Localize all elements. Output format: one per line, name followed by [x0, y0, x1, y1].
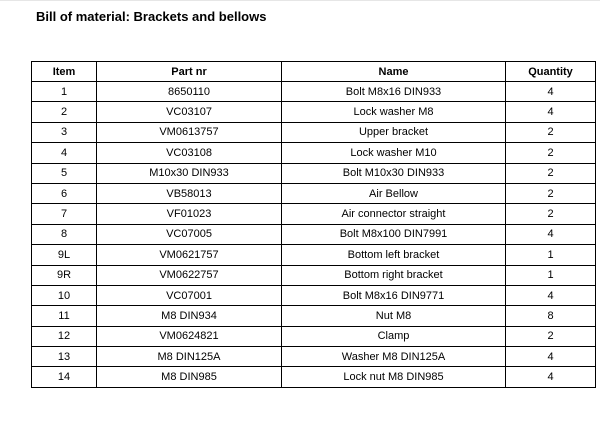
cell-item: 2 [32, 102, 97, 122]
table-row [32, 245, 596, 265]
header-part-nr: Part nr [97, 62, 282, 82]
cell-name: Bolt M10x30 DIN933 [282, 163, 506, 183]
cell-name: Nut M8 [282, 306, 506, 326]
cell-quantity: 8 [506, 306, 596, 326]
cell-item: 11 [32, 306, 97, 326]
cell-item: 14 [32, 367, 97, 387]
cell-quantity: 2 [506, 183, 596, 203]
cell-item: 12 [32, 326, 97, 346]
cell-name: Lock nut M8 DIN985 [282, 367, 506, 387]
cell-quantity: 4 [506, 82, 596, 102]
cell-name: Bottom right bracket [282, 265, 506, 285]
cell-name: Bolt M8x16 DIN9771 [282, 285, 506, 305]
table-row [32, 163, 596, 183]
cell-part-nr: VM0624821 [97, 326, 282, 346]
cell-quantity: 2 [506, 143, 596, 163]
cell-name: Bolt M8x100 DIN7991 [282, 224, 506, 244]
cell-quantity: 2 [506, 326, 596, 346]
cell-part-nr: VM0622757 [97, 265, 282, 285]
cell-name: Lock washer M8 [282, 102, 506, 122]
table-row [32, 102, 596, 122]
cell-part-nr: VC07001 [97, 285, 282, 305]
cell-quantity: 4 [506, 347, 596, 367]
cell-part-nr: M8 DIN934 [97, 306, 282, 326]
cell-part-nr: VC03108 [97, 143, 282, 163]
cell-quantity: 4 [506, 224, 596, 244]
cell-part-nr: M8 DIN985 [97, 367, 282, 387]
cell-name: Washer M8 DIN125A [282, 347, 506, 367]
cell-quantity: 1 [506, 265, 596, 285]
cell-quantity: 2 [506, 204, 596, 224]
cell-part-nr: 8650110 [97, 82, 282, 102]
cell-part-nr: VB58013 [97, 183, 282, 203]
table-row [32, 204, 596, 224]
cell-quantity: 2 [506, 122, 596, 142]
table-row [32, 265, 596, 285]
cell-part-nr: M10x30 DIN933 [97, 163, 282, 183]
cell-name: Bottom left bracket [282, 245, 506, 265]
page-top-border [0, 0, 600, 1]
cell-part-nr: VM0613757 [97, 122, 282, 142]
table-row [32, 143, 596, 163]
cell-part-nr: VF01023 [97, 204, 282, 224]
cell-item: 3 [32, 122, 97, 142]
cell-name: Air connector straight [282, 204, 506, 224]
table-row [32, 224, 596, 244]
cell-name: Lock washer M10 [282, 143, 506, 163]
table-row [32, 367, 596, 387]
cell-item: 13 [32, 347, 97, 367]
cell-item: 8 [32, 224, 97, 244]
cell-item: 7 [32, 204, 97, 224]
table-row [32, 326, 596, 346]
table-row [32, 285, 596, 305]
bill-of-material-table [31, 61, 596, 388]
cell-name: Clamp [282, 326, 506, 346]
cell-item: 10 [32, 285, 97, 305]
cell-item: 9R [32, 265, 97, 285]
table-row [32, 183, 596, 203]
cell-quantity: 4 [506, 285, 596, 305]
cell-item: 9L [32, 245, 97, 265]
header-name: Name [282, 62, 506, 82]
cell-quantity: 4 [506, 102, 596, 122]
cell-name: Bolt M8x16 DIN933 [282, 82, 506, 102]
cell-item: 5 [32, 163, 97, 183]
cell-item: 6 [32, 183, 97, 203]
cell-quantity: 2 [506, 163, 596, 183]
cell-part-nr: VM0621757 [97, 245, 282, 265]
header-quantity: Quantity [506, 62, 596, 82]
table-row [32, 347, 596, 367]
cell-name: Upper bracket [282, 122, 506, 142]
cell-quantity: 1 [506, 245, 596, 265]
table-row [32, 122, 596, 142]
cell-quantity: 4 [506, 367, 596, 387]
cell-name: Air Bellow [282, 183, 506, 203]
cell-part-nr: VC03107 [97, 102, 282, 122]
cell-item: 4 [32, 143, 97, 163]
table-row [32, 306, 596, 326]
table-header-row [32, 62, 596, 82]
table-row [32, 82, 596, 102]
cell-part-nr: M8 DIN125A [97, 347, 282, 367]
document-title: Bill of material: Brackets and bellows [36, 9, 267, 24]
cell-item: 1 [32, 82, 97, 102]
cell-part-nr: VC07005 [97, 224, 282, 244]
header-item: Item [32, 62, 97, 82]
